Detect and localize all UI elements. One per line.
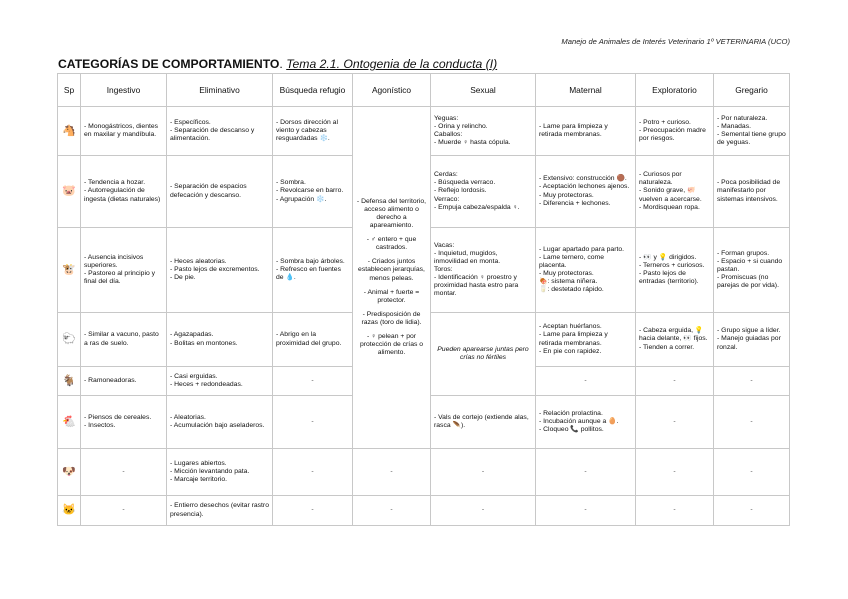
cell-line: - Mordisquean ropa. — [639, 203, 700, 211]
cell-agonistico — [353, 449, 431, 496]
cell-line: - Bolitas en montones. — [170, 339, 238, 347]
cell-eliminativo — [167, 396, 273, 449]
cell-line: - Poca posibilidad de manifestarlo por sistemas intensivos. — [717, 179, 781, 203]
cell-line: - Heces aleatorias. — [170, 257, 227, 265]
pig-icon: 🐷 — [58, 156, 81, 228]
cell-line: - Lugares abiertos. — [170, 459, 227, 467]
cell-line: - — [390, 467, 393, 475]
col-exploratorio: Exploratorio — [636, 74, 714, 107]
cell-line: - Incubación aunque a 🥚. — [539, 417, 619, 425]
cell-maternal — [536, 367, 636, 396]
cell-eliminativo — [167, 367, 273, 396]
cell-line: - Búsqueda verraco. — [434, 179, 496, 187]
cell-line: - — [122, 467, 125, 475]
cell-exploratorio — [636, 228, 714, 313]
col-ingestivo: Ingestivo — [81, 74, 167, 107]
cell-line: - Pasto lejos de excrementos. — [170, 265, 260, 273]
cell-line: - Grupo sigue a líder. — [717, 327, 781, 335]
cell-eliminativo — [167, 156, 273, 228]
col-eliminativo: Eliminativo — [167, 74, 273, 107]
cell-line: - — [673, 376, 676, 384]
cell-line: - — [311, 506, 314, 514]
cell-refugio — [273, 367, 353, 396]
cell-eliminativo — [167, 496, 273, 526]
cell-line: - Reflejo lordosis. — [434, 187, 487, 195]
cell-line: - Sombra. — [276, 179, 306, 187]
cell-line: - Lugar apartado para parto. — [539, 245, 625, 253]
cell-sexual — [431, 228, 536, 313]
cell-gregario — [714, 228, 790, 313]
cell-line: - Manejo guiadas por ronzal. — [717, 335, 781, 351]
cell-gregario — [714, 156, 790, 228]
cell-ingestivo — [81, 228, 167, 313]
cell-ingestivo — [81, 313, 167, 367]
cell-line: - Espacio + si cuando pastan. — [717, 257, 783, 273]
cell-eliminativo — [167, 228, 273, 313]
cell-sexual — [431, 496, 536, 526]
cell-maternal — [536, 228, 636, 313]
cell-line: - — [584, 467, 587, 475]
cell-line: - — [673, 417, 676, 425]
cell-exploratorio — [636, 156, 714, 228]
cell-line: - Preocupación madre por riesgos. — [639, 126, 706, 143]
behavior-categories-table — [57, 73, 790, 526]
cell-refugio — [273, 156, 353, 228]
cell-line: 🥛: destetado rápido. — [539, 286, 604, 294]
cell-gregario — [714, 396, 790, 449]
cell-line: - Tienden a correr. — [639, 343, 695, 351]
cell-line: - ♂ entero + que castrados. — [366, 236, 417, 252]
cell-line: - Lame para limpieza y retirada membranas. — [539, 331, 608, 347]
cell-line: - Aceptan huérfanos. — [539, 323, 602, 331]
cell-line: - — [584, 376, 587, 384]
cell-ingestivo — [81, 156, 167, 228]
cell-sexual — [431, 313, 536, 396]
cell-line: Toros: — [434, 265, 453, 273]
cell-line: - Cabeza erguida, 💡 hacia delante, 👀 fijos. — [639, 327, 708, 343]
cell-line: - ♀ pelean + por protección de crías o alimento. — [359, 332, 424, 357]
document-header: Manejo de Animales de Interés Veterinario 1º VETERINARIA (UCO) — [561, 37, 790, 46]
cell-line: - Potro + curioso. — [639, 118, 691, 126]
cell-exploratorio — [636, 107, 714, 156]
cell-line: - Autorregulación de ingesta (dietas naturales) — [84, 187, 161, 203]
cell-line: - — [673, 506, 676, 514]
cell-line: - — [673, 467, 676, 475]
cell-refugio — [273, 496, 353, 526]
cell-line: - Casi erguidas. — [170, 372, 218, 380]
dog-icon: 🐶 — [58, 449, 81, 496]
col-refugio: Búsqueda refugio — [273, 74, 353, 107]
cell-gregario — [714, 367, 790, 396]
cell-ingestivo — [81, 449, 167, 496]
title-main: CATEGORÍAS DE COMPORTAMIENTO — [58, 57, 280, 71]
cell-line: - Refresco en fuentes de 💧. — [276, 265, 341, 282]
cell-exploratorio — [636, 449, 714, 496]
cell-line: - Manadas. — [717, 122, 752, 130]
cell-line: - Predisposición de razas (toro de lidia). — [361, 310, 422, 326]
cell-agonistico — [353, 496, 431, 526]
cell-line: - Vals de cortejo (extiende alas, rasca 🪶). — [434, 413, 529, 429]
col-gregario: Gregario — [714, 74, 790, 107]
cell-maternal — [536, 313, 636, 367]
cell-line: - Monogástricos, dientes en maxilar y mandíbula. — [84, 122, 159, 138]
cell-line: - Identificación ♀ proestro y proximidad hasta estro para montar. — [434, 274, 519, 298]
cell-maternal — [536, 107, 636, 156]
cell-line: - Aleatorias. — [170, 413, 206, 421]
cell-line: - Sonido grave, 🐖 vuelven a acercarse. — [639, 187, 702, 203]
cell-line: - Defensa del territorio, acceso alimento o derecho a apareamiento. — [356, 197, 427, 230]
table-header-row — [58, 74, 790, 107]
cell-gregario — [714, 313, 790, 367]
cell-line: - Ramoneadoras. — [84, 376, 137, 384]
cell-line: - — [122, 506, 125, 514]
cell-line: - Insectos. — [84, 422, 116, 429]
page-title — [58, 57, 497, 71]
cell-gregario — [714, 496, 790, 526]
goat-icon: 🐐 — [58, 367, 81, 396]
table-row — [58, 496, 790, 526]
cell-line: - Empuja cabeza/espalda ♀. — [434, 203, 520, 211]
cell-line: - Abrigo en la proximidad del grupo. — [276, 331, 342, 347]
cell-line: - Sombra bajo árboles. — [276, 257, 345, 265]
cell-line: - — [750, 506, 753, 514]
cell-sexual — [431, 449, 536, 496]
cell-line: - Tendencia a hozar. — [84, 179, 146, 187]
cell-line: - Agazapadas. — [170, 331, 214, 339]
cell-line: - Similar a vacuno, pasto a ras de suelo. — [84, 331, 159, 347]
cell-line: Pueden aparearse juntas pero crías no fértiles — [437, 345, 529, 361]
cell-line: - — [311, 467, 314, 475]
title-separator: . — [279, 57, 287, 71]
col-sp: Sp — [58, 74, 81, 107]
cell-line: - — [390, 506, 393, 514]
cell-line: - De pie. — [170, 274, 196, 282]
cell-line: - Diferencia + lechones. — [539, 199, 611, 207]
cell-maternal — [536, 449, 636, 496]
cell-line: - Por naturaleza. — [717, 114, 768, 122]
cell-line: - Orina y relincho. — [434, 122, 488, 130]
cell-line: - — [750, 376, 753, 384]
cell-line: - Pastoreo al principio y final del día. — [84, 270, 156, 286]
sheep-icon: 🐑 — [58, 313, 81, 367]
cell-sexual — [431, 107, 536, 156]
cell-line: - Relación prolactina. — [539, 409, 603, 417]
cell-line: Verraco: — [434, 195, 460, 203]
table-row — [58, 107, 790, 156]
cell-maternal — [536, 396, 636, 449]
cell-refugio — [273, 107, 353, 156]
cell-gregario — [714, 107, 790, 156]
cell-line: - En pie con rapidez. — [539, 347, 602, 355]
cell-line: - Inquietud, mugidos, inmovilidad en monta. — [434, 249, 501, 265]
cell-refugio — [273, 313, 353, 367]
cell-line: - — [750, 417, 753, 425]
cell-line: - Semental tiene grupo de yeguas. — [717, 131, 786, 147]
cell-line: - Terneros + curiosos. — [639, 261, 705, 269]
table-row — [58, 449, 790, 496]
cell-line: - Acumulación bajo aseladeros. — [170, 422, 265, 429]
cell-line: - Agrupación ❄️. — [276, 195, 327, 203]
cell-maternal — [536, 496, 636, 526]
col-maternal: Maternal — [536, 74, 636, 107]
cell-line: - Micción levantando pata. — [170, 467, 250, 475]
cell-line: - Criados juntos establecen jerarquías, menos peleas. — [358, 258, 425, 282]
cell-line: - Entierro desechos (evitar rastro presencia). — [170, 502, 269, 518]
cell-line: - Pasto lejos de entradas (territorio). — [639, 270, 699, 286]
cell-line: - — [750, 467, 753, 475]
cell-line: - Heces + redondeadas. — [170, 381, 243, 388]
cell-refugio — [273, 228, 353, 313]
title-subtitle: Tema 2.1. Ontogenia de la conducta (I) — [286, 57, 498, 71]
cell-line: - Promiscuas (no parejas de por vida). — [717, 274, 779, 290]
cell-line: Cerdas: — [434, 171, 458, 179]
cell-refugio — [273, 396, 353, 449]
cow-icon: 🐮 — [58, 228, 81, 313]
cat-icon: 🐱 — [58, 496, 81, 526]
cell-line: - Cloqueo 📞 pollitos. — [539, 426, 604, 434]
cell-exploratorio — [636, 396, 714, 449]
cell-line: - Lame para limpieza y retirada membranas. — [539, 122, 608, 138]
cell-line: 🍖: sistema niñera. — [539, 278, 598, 286]
cell-line: - Muy protectoras. — [539, 191, 594, 199]
cell-line: - — [311, 376, 314, 384]
cell-line: - Marcaje territorio. — [170, 476, 228, 484]
cell-maternal — [536, 156, 636, 228]
col-sexual: Sexual — [431, 74, 536, 107]
cell-line: - Dorsos dirección al viento y cabezas resguardadas ❄️. — [276, 118, 338, 143]
cell-line: - — [481, 467, 485, 475]
cell-line: - Separación de descanso y alimentación. — [170, 126, 255, 143]
cell-line: - Específicos. — [170, 118, 211, 126]
cell-agonistico — [353, 107, 431, 449]
cell-line: - — [584, 506, 587, 514]
horse-icon: 🐴 — [58, 107, 81, 156]
cell-line: Caballos: — [434, 131, 463, 138]
cell-line: - Separación de espacios defecación y descanso. — [170, 183, 247, 199]
chicken-icon: 🐔 — [58, 396, 81, 449]
cell-line: - 👀 y 💡 dirigidos. — [639, 253, 697, 261]
cell-sexual — [431, 156, 536, 228]
cell-line: - — [481, 506, 485, 514]
cell-line: - Ausencia incisivos superiores. — [84, 253, 144, 269]
cell-line: - Lame ternero, come placenta. — [539, 253, 604, 269]
cell-line: - Animal + fuerte = protector. — [363, 288, 420, 304]
cell-ingestivo — [81, 107, 167, 156]
cell-exploratorio — [636, 313, 714, 367]
cell-eliminativo — [167, 107, 273, 156]
cell-exploratorio — [636, 496, 714, 526]
cell-eliminativo — [167, 449, 273, 496]
cell-ingestivo — [81, 367, 167, 396]
cell-ingestivo — [81, 496, 167, 526]
cell-gregario — [714, 449, 790, 496]
cell-line: - Extensivo: construcción 🟤. — [539, 175, 627, 183]
cell-line: - — [311, 417, 314, 425]
cell-line: Yeguas: — [434, 114, 459, 122]
cell-ingestivo — [81, 396, 167, 449]
cell-line: - Forman grupos. — [717, 249, 770, 257]
cell-eliminativo — [167, 313, 273, 367]
cell-sexual — [431, 396, 536, 449]
cell-line: - Curiosos por naturaleza. — [639, 171, 682, 187]
cell-line: - Piensos de cereales. — [84, 413, 152, 421]
cell-line: Vacas: — [434, 241, 455, 249]
cell-line: - Aceptación lechones ajenos. — [539, 183, 630, 191]
cell-line: - Muerde ♀ hasta cópula. — [434, 139, 511, 147]
col-agonistico: Agonístico — [353, 74, 431, 107]
cell-line: - Muy protectoras. — [539, 270, 594, 277]
cell-refugio — [273, 449, 353, 496]
cell-exploratorio — [636, 367, 714, 396]
cell-line: - Revolcarse en barro. — [276, 187, 344, 195]
